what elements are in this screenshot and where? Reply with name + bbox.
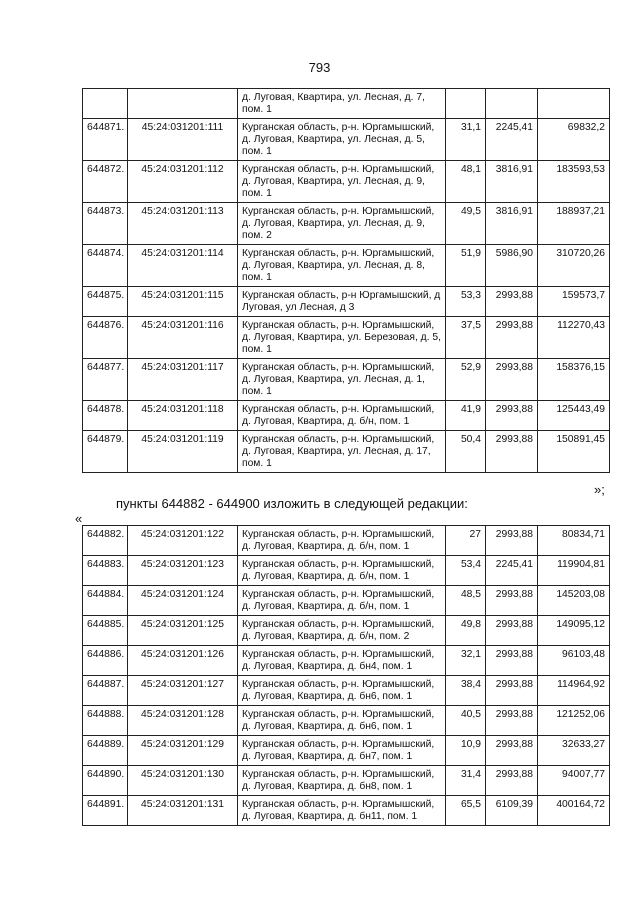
table-row xyxy=(83,287,610,317)
area-cell: 31,1 xyxy=(446,119,486,161)
row-number-cell: 644887. xyxy=(83,676,128,706)
cadastral-number-cell xyxy=(128,89,238,119)
registry-table-bottom xyxy=(82,525,610,826)
row-number-cell: 644877. xyxy=(83,359,128,401)
cadastral-value-cell: 80834,71 xyxy=(538,526,610,556)
cadastral-number-cell: 45:24:031201:130 xyxy=(128,766,238,796)
area-cell xyxy=(446,89,486,119)
rate-cell: 6109,39 xyxy=(486,796,538,826)
address-cell: Курганская область, р-н. Юргамышский, д. Луговая, Квартира, д. б/н, пом. 1 xyxy=(238,556,446,586)
cadastral-number-cell: 45:24:031201:122 xyxy=(128,526,238,556)
cadastral-number-cell: 45:24:031201:119 xyxy=(128,431,238,473)
address-cell: Курганская область, р-н. Юргамышский, д. Луговая, Квартира, д. б/н, пом. 1 xyxy=(238,526,446,556)
cadastral-number-cell: 45:24:031201:128 xyxy=(128,706,238,736)
address-cell: Курганская область, р-н. Юргамышский, д. Луговая, Квартира, д. бн6, пом. 1 xyxy=(238,706,446,736)
row-number-cell xyxy=(83,89,128,119)
area-cell: 10,9 xyxy=(446,736,486,766)
address-cell: Курганская область, р-н. Юргамышский, д. Луговая, Квартира, д. бн11, пом. 1 xyxy=(238,796,446,826)
table-row xyxy=(83,89,610,119)
table-row xyxy=(83,676,610,706)
rate-cell: 2993,88 xyxy=(486,766,538,796)
cadastral-value-cell: 112270,43 xyxy=(538,317,610,359)
cadastral-value-cell: 158376,15 xyxy=(538,359,610,401)
cadastral-value-cell: 183593,53 xyxy=(538,161,610,203)
cadastral-number-cell: 45:24:031201:126 xyxy=(128,646,238,676)
registry-table-top xyxy=(82,88,610,473)
area-cell: 49,5 xyxy=(446,203,486,245)
address-cell: Курганская область, р-н. Юргамышский, д. Луговая, Квартира, д. бн4, пом. 1 xyxy=(238,646,446,676)
row-number-cell: 644882. xyxy=(83,526,128,556)
cadastral-value-cell: 188937,21 xyxy=(538,203,610,245)
cadastral-value-cell: 32633,27 xyxy=(538,736,610,766)
address-cell: Курганская область, р-н. Юргамышский, д. Луговая, Квартира, ул. Лесная, д. 5, пом. 1 xyxy=(238,119,446,161)
rate-cell: 2993,88 xyxy=(486,676,538,706)
page-number: 793 xyxy=(308,60,331,75)
address-cell: Курганская область, р-н. Юргамышский, д. Луговая, Квартира, д. бн7, пом. 1 xyxy=(238,736,446,766)
table-row xyxy=(83,796,610,826)
table-row xyxy=(83,203,610,245)
address-cell: Курганская область, р-н. Юргамышский, д. Луговая, Квартира, ул. Лесная, д. 17, пом. 1 xyxy=(238,431,446,473)
address-cell: Курганская область, р-н. Юргамышский, д. Луговая, Квартира, ул. Лесная, д. 1, пом. 1 xyxy=(238,359,446,401)
cadastral-value-cell: 145203,08 xyxy=(538,586,610,616)
row-number-cell: 644890. xyxy=(83,766,128,796)
area-cell: 48,1 xyxy=(446,161,486,203)
cadastral-value-cell: 119904,81 xyxy=(538,556,610,586)
table-row xyxy=(83,401,610,431)
row-number-cell: 644891. xyxy=(83,796,128,826)
cadastral-value-cell: 121252,06 xyxy=(538,706,610,736)
row-number-cell: 644875. xyxy=(83,287,128,317)
address-cell: Курганская область, р-н. Юргамышский, д. Луговая, Квартира, ул. Лесная, д. 9, пом. 2 xyxy=(238,203,446,245)
cadastral-value-cell: 125443,49 xyxy=(538,401,610,431)
rate-cell: 2993,88 xyxy=(486,401,538,431)
table-row xyxy=(83,245,610,287)
table-row xyxy=(83,586,610,616)
rate-cell: 2993,88 xyxy=(486,526,538,556)
cadastral-number-cell: 45:24:031201:125 xyxy=(128,616,238,646)
row-number-cell: 644873. xyxy=(83,203,128,245)
address-cell: Курганская область, р-н. Юргамышский, д. Луговая, Квартира, ул. Лесная, д. 8, пом. 1 xyxy=(238,245,446,287)
row-number-cell: 644876. xyxy=(83,317,128,359)
rate-cell: 2993,88 xyxy=(486,706,538,736)
address-cell: Курганская область, р-н. Юргамышский, д. Луговая, Квартира, д. бн6, пом. 1 xyxy=(238,676,446,706)
closing-quote-mark: »; xyxy=(594,482,605,497)
area-cell: 49,8 xyxy=(446,616,486,646)
cadastral-number-cell: 45:24:031201:123 xyxy=(128,556,238,586)
row-number-cell: 644883. xyxy=(83,556,128,586)
cadastral-value-cell: 96103,48 xyxy=(538,646,610,676)
area-cell: 65,5 xyxy=(446,796,486,826)
area-cell: 50,4 xyxy=(446,431,486,473)
table-row xyxy=(83,526,610,556)
rate-cell: 2993,88 xyxy=(486,616,538,646)
area-cell: 52,9 xyxy=(446,359,486,401)
rate-cell: 2993,88 xyxy=(486,317,538,359)
rate-cell: 5986,90 xyxy=(486,245,538,287)
rate-cell: 2993,88 xyxy=(486,586,538,616)
address-cell: Курганская область, р-н. Юргамышский, д. Луговая, Квартира, д. бн8, пом. 1 xyxy=(238,766,446,796)
row-number-cell: 644888. xyxy=(83,706,128,736)
cadastral-number-cell: 45:24:031201:117 xyxy=(128,359,238,401)
row-number-cell: 644879. xyxy=(83,431,128,473)
rate-cell: 2993,88 xyxy=(486,287,538,317)
address-cell: Курганская область, р-н. Юргамышский, д. Луговая, Квартира, ул. Березовая, д. 5, пом. 1 xyxy=(238,317,446,359)
table-row xyxy=(83,706,610,736)
area-cell: 32,1 xyxy=(446,646,486,676)
table-row xyxy=(83,766,610,796)
row-number-cell: 644889. xyxy=(83,736,128,766)
address-cell: Курганская область, р-н. Юргамышский, д. Луговая, Квартира, д. б/н, пом. 2 xyxy=(238,616,446,646)
table-row xyxy=(83,736,610,766)
row-number-cell: 644872. xyxy=(83,161,128,203)
cadastral-value-cell: 400164,72 xyxy=(538,796,610,826)
cadastral-value-cell: 94007,77 xyxy=(538,766,610,796)
area-cell: 51,9 xyxy=(446,245,486,287)
cadastral-number-cell: 45:24:031201:131 xyxy=(128,796,238,826)
table-row xyxy=(83,317,610,359)
area-cell: 37,5 xyxy=(446,317,486,359)
area-cell: 48,5 xyxy=(446,586,486,616)
cadastral-number-cell: 45:24:031201:116 xyxy=(128,317,238,359)
table-row xyxy=(83,616,610,646)
cadastral-value-cell: 69832,2 xyxy=(538,119,610,161)
table-row xyxy=(83,431,610,473)
row-number-cell: 644878. xyxy=(83,401,128,431)
rate-cell: 3816,91 xyxy=(486,203,538,245)
cadastral-number-cell: 45:24:031201:113 xyxy=(128,203,238,245)
cadastral-value-cell: 114964,92 xyxy=(538,676,610,706)
cadastral-value-cell: 310720,26 xyxy=(538,245,610,287)
cadastral-number-cell: 45:24:031201:118 xyxy=(128,401,238,431)
cadastral-number-cell: 45:24:031201:115 xyxy=(128,287,238,317)
cadastral-number-cell: 45:24:031201:129 xyxy=(128,736,238,766)
cadastral-number-cell: 45:24:031201:124 xyxy=(128,586,238,616)
cadastral-number-cell: 45:24:031201:114 xyxy=(128,245,238,287)
address-cell: Курганская область, р-н Юргамышский, д Луговая, ул Лесная, д 3 xyxy=(238,287,446,317)
cadastral-value-cell: 159573,7 xyxy=(538,287,610,317)
cadastral-value-cell xyxy=(538,89,610,119)
rate-cell: 2245,41 xyxy=(486,556,538,586)
row-number-cell: 644886. xyxy=(83,646,128,676)
table-row xyxy=(83,359,610,401)
table-row xyxy=(83,161,610,203)
cadastral-value-cell: 150891,45 xyxy=(538,431,610,473)
row-number-cell: 644871. xyxy=(83,119,128,161)
rate-cell: 2993,88 xyxy=(486,431,538,473)
row-number-cell: 644874. xyxy=(83,245,128,287)
area-cell: 38,4 xyxy=(446,676,486,706)
rate-cell: 2993,88 xyxy=(486,736,538,766)
area-cell: 27 xyxy=(446,526,486,556)
address-cell: Курганская область, р-н. Юргамышский, д. Луговая, Квартира, д. б/н, пом. 1 xyxy=(238,401,446,431)
cadastral-number-cell: 45:24:031201:111 xyxy=(128,119,238,161)
rate-cell: 3816,91 xyxy=(486,161,538,203)
row-number-cell: 644884. xyxy=(83,586,128,616)
row-number-cell: 644885. xyxy=(83,616,128,646)
area-cell: 31,4 xyxy=(446,766,486,796)
table-row xyxy=(83,119,610,161)
address-cell: д. Луговая, Квартира, ул. Лесная, д. 7, пом. 1 xyxy=(238,89,446,119)
area-cell: 53,4 xyxy=(446,556,486,586)
cadastral-number-cell: 45:24:031201:127 xyxy=(128,676,238,706)
rate-cell xyxy=(486,89,538,119)
rate-cell: 2993,88 xyxy=(486,359,538,401)
cadastral-number-cell: 45:24:031201:112 xyxy=(128,161,238,203)
opening-quote-mark: « xyxy=(75,511,83,526)
table-row xyxy=(83,646,610,676)
rate-cell: 2993,88 xyxy=(486,646,538,676)
cadastral-value-cell: 149095,12 xyxy=(538,616,610,646)
table-row xyxy=(83,556,610,586)
rate-cell: 2245,41 xyxy=(486,119,538,161)
area-cell: 53,3 xyxy=(446,287,486,317)
address-cell: Курганская область, р-н. Юргамышский, д. Луговая, Квартира, ул. Лесная, д. 9, пом. 1 xyxy=(238,161,446,203)
area-cell: 41,9 xyxy=(446,401,486,431)
amendment-instruction: пункты 644882 - 644900 изложить в следующей редакции: xyxy=(116,496,468,511)
area-cell: 40,5 xyxy=(446,706,486,736)
address-cell: Курганская область, р-н. Юргамышский, д. Луговая, Квартира, д. б/н, пом. 1 xyxy=(238,586,446,616)
